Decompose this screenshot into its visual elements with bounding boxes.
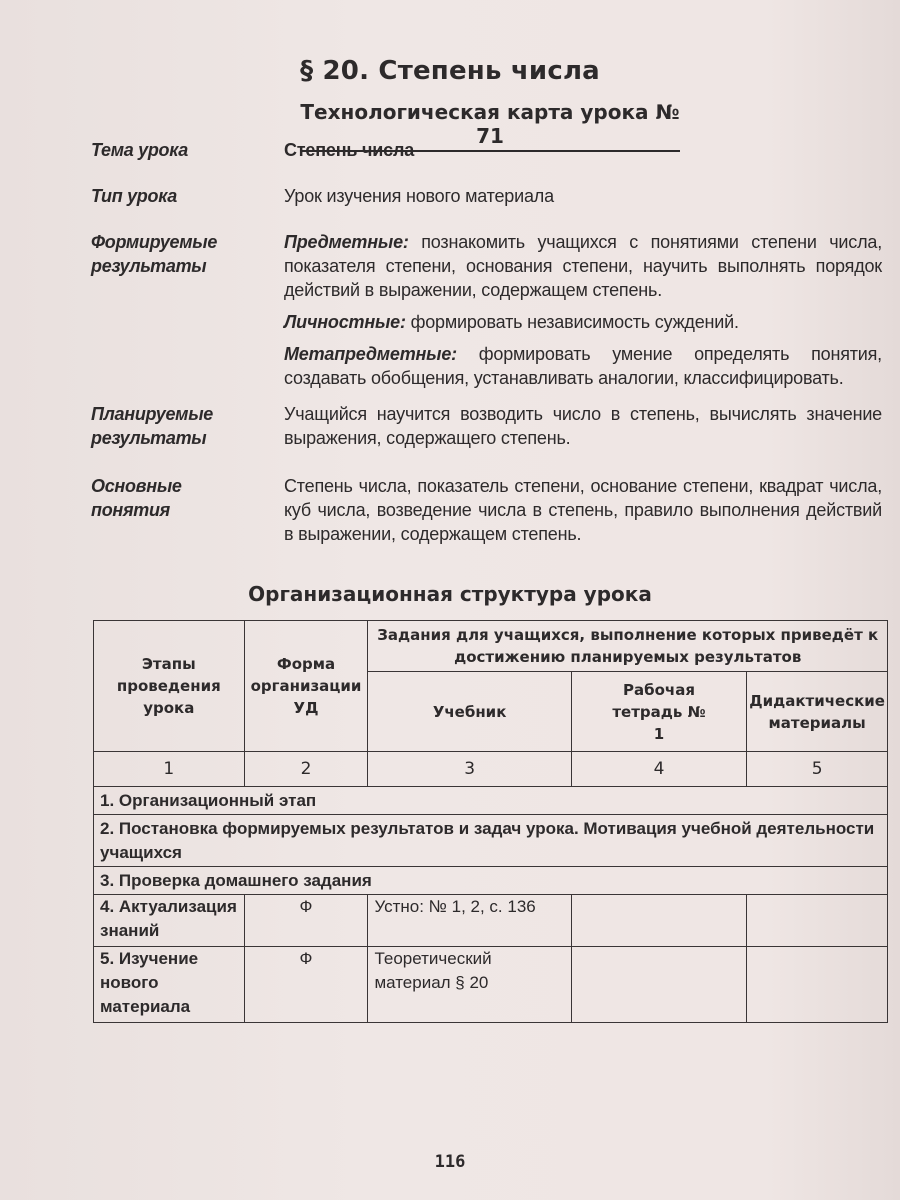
header-row-top — [94, 621, 888, 672]
header-workbook: Рабочая тетрадь № 1 — [571, 672, 746, 752]
info-value: Урок изучения нового материала — [284, 186, 554, 206]
info-row-topic — [91, 138, 891, 184]
stage-cell: 5. Изучение нового материала — [94, 947, 245, 1023]
meta-results-text: формировать умение определять понятия, создавать обобщения, устанавливать аналогии, классифицировать. — [284, 344, 882, 388]
info-label: Планируемые результаты — [91, 404, 213, 448]
info-row-concepts — [91, 474, 891, 546]
info-value: Учащийся научится возводить число в степень, вычислять значение выражения, содержащего степень. — [284, 404, 882, 448]
personal-results-label: Личностные: — [284, 312, 406, 332]
column-number: 3 — [368, 752, 571, 787]
column-number: 2 — [244, 752, 368, 787]
stage-row — [94, 815, 888, 867]
form-cell: Ф — [244, 947, 368, 1023]
personal-results-text: формировать независимость суждений. — [410, 312, 739, 332]
stage-row — [94, 867, 888, 895]
didactic-cell — [747, 895, 888, 947]
subject-results-label: Предметные: — [284, 232, 409, 252]
info-row-type — [91, 184, 891, 230]
info-value: Степень числа, показатель степени, основание степени, квадрат числа, куб числа, возведение числа в степень, правило выполнения действий в выражении, содержащем степень. — [284, 476, 882, 544]
stage-cell: 4. Актуализация знаний — [94, 895, 245, 947]
info-value: Степень числа — [284, 140, 415, 160]
didactic-cell — [747, 947, 888, 1023]
info-label: Формируемые результаты — [91, 232, 218, 276]
column-number: 1 — [94, 752, 245, 787]
org-structure-title: Организационная структура урока — [248, 582, 652, 606]
header-stages: Этапы проведения урока — [94, 621, 245, 752]
stage-row — [94, 787, 888, 815]
column-number: 5 — [747, 752, 888, 787]
info-label: Основные понятия — [91, 476, 182, 520]
info-label: Тип урока — [91, 186, 177, 206]
page-number: 116 — [434, 1152, 466, 1172]
header-textbook: Учебник — [368, 672, 571, 752]
info-value — [284, 230, 882, 402]
header-form: Форма организации УД — [244, 621, 368, 752]
column-number: 4 — [571, 752, 746, 787]
form-cell: Ф — [244, 895, 368, 947]
table-row — [94, 895, 888, 947]
header-didactic: Дидактические материалы — [747, 672, 888, 752]
stage-title: 1. Организационный этап — [94, 787, 888, 815]
org-structure-table — [93, 620, 888, 1023]
info-row-planned — [91, 402, 891, 474]
lesson-info — [91, 138, 891, 546]
header-tasks: Задания для учащихся, выполнение которых приведёт к достижению планируемых результатов — [368, 621, 888, 672]
info-row-results — [91, 230, 891, 402]
workbook-cell — [571, 895, 746, 947]
textbook-cell: Устно: № 1, 2, с. 136 — [368, 895, 571, 947]
table-row — [94, 947, 888, 1023]
workbook-cell — [571, 947, 746, 1023]
stage-title: 3. Проверка домашнего задания — [94, 867, 888, 895]
meta-results-label: Метапредметные: — [284, 344, 457, 364]
stage-title: 2. Постановка формируемых результатов и задач урока. Мотивация учебной деятельности учащихся — [94, 815, 888, 867]
column-number-row — [94, 752, 888, 787]
textbook-cell: Теоретический материал § 20 — [368, 947, 571, 1023]
section-title: § 20. Степень числа — [300, 56, 600, 86]
info-label: Тема урока — [91, 140, 189, 160]
subject-results-text: познакомить учащихся с понятиями степени числа, показателя степени, основания степени, научить выполнять порядок действий в выражении, содержащем степень. — [284, 232, 882, 300]
lesson-card-title: Технологическая карта урока № 71 — [300, 100, 680, 152]
